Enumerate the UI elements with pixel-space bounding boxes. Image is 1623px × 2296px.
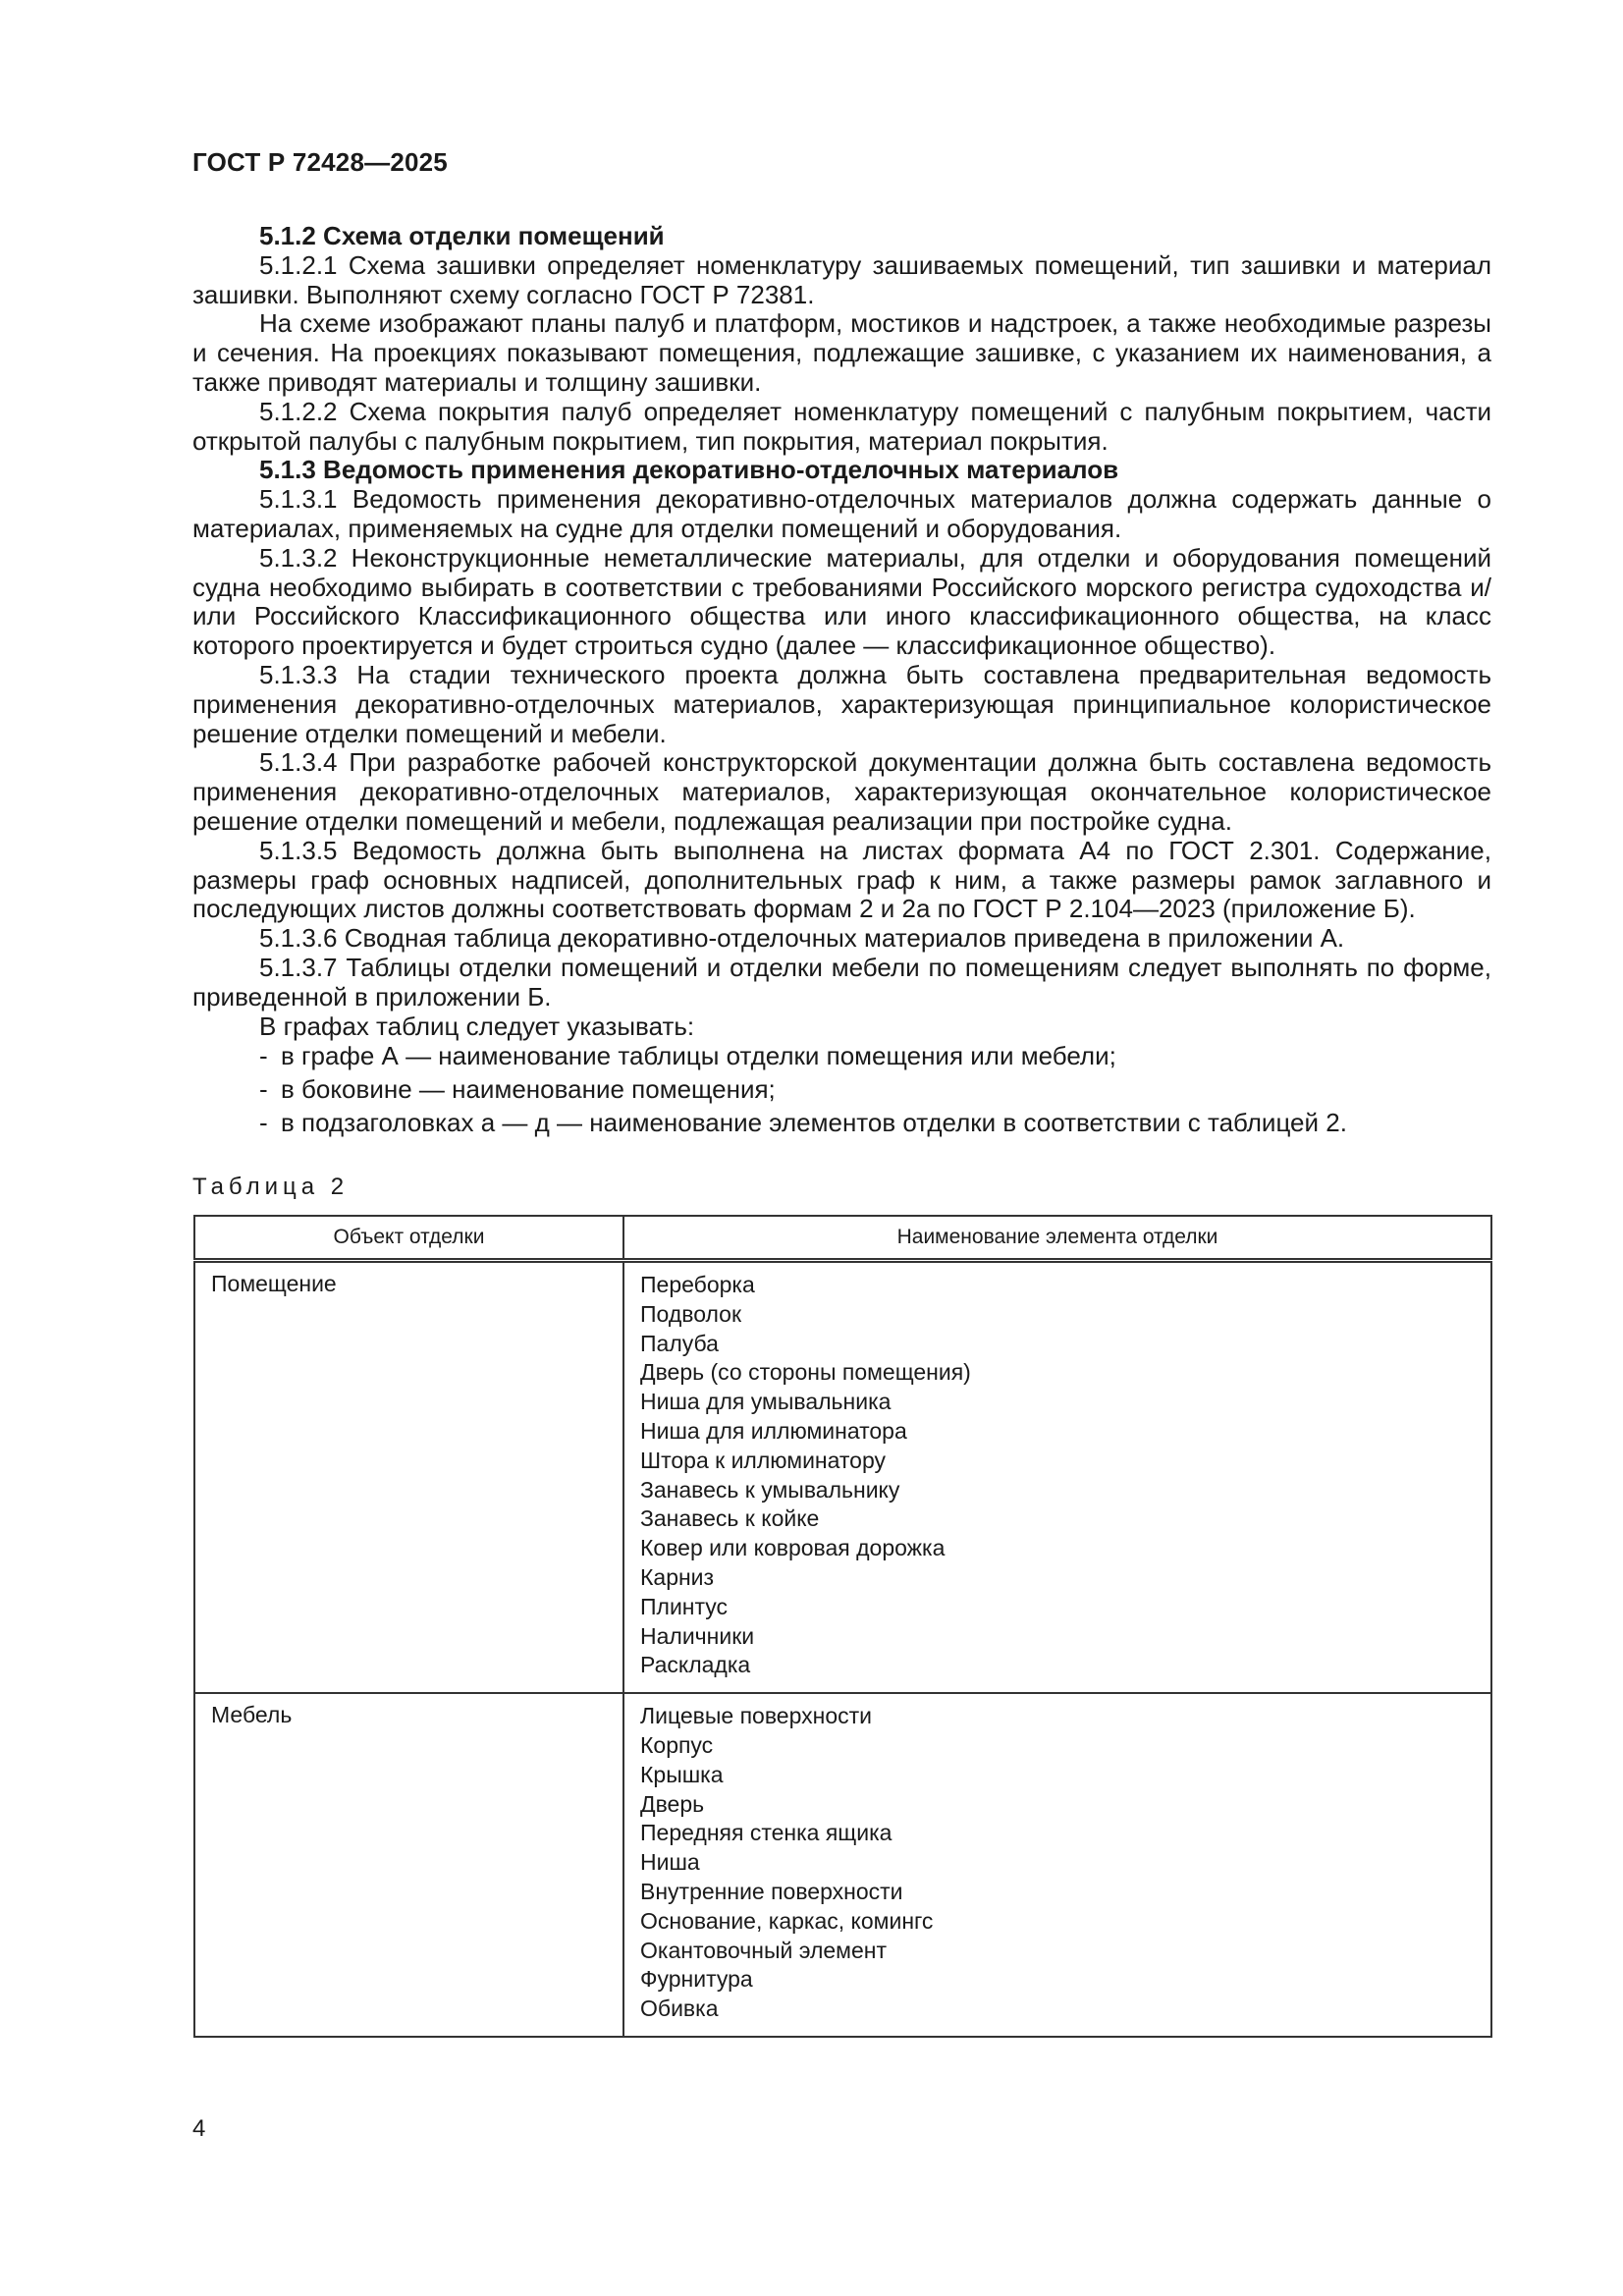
table-header-element: Наименование элемента отделки [623, 1216, 1491, 1261]
element-item: Дверь [640, 1790, 705, 1817]
element-item: Ниша [640, 1849, 700, 1876]
paragraph: 5.1.3.5 Ведомость должна быть выполнена на листах формата А4 по ГОСТ 2.301. Содержание, размеры граф основных надписей, дополнительных граф к ним, а также размеры рамок заглавного и последующих листов должны соответствовать формам 2 и 2а по ГОСТ Р 2.104—2023 (приложение Б). [192, 835, 1491, 924]
list-item-text: в боковине — наименование помещения; [281, 1074, 776, 1105]
table-cell-elements [623, 1261, 1491, 1694]
table-header-object: Объект отделки [194, 1216, 623, 1261]
paragraph: 5.1.3.4 При разработке рабочей конструкторской документации должна быть составлена ведомость применения декоративно-отделочных материалов, характеризующая окончательное колористическое решение отделки помещений и мебели, подлежащая реализации при постройке судна. [192, 747, 1491, 836]
element-item: Ковер или ковровая дорожка [640, 1535, 946, 1561]
element-item: Дверь (со стороны помещения) [640, 1359, 971, 1386]
element-item: Окантовочный элемент [640, 1937, 888, 1963]
table-cell-elements [623, 1693, 1491, 2037]
element-item: Штора к иллюминатору [640, 1447, 887, 1473]
document-id-header: ГОСТ Р 72428—2025 [192, 147, 448, 177]
element-item: Занавесь к койке [640, 1505, 820, 1532]
element-item: Раскладка [640, 1652, 751, 1678]
element-item: Занавесь к умывальнику [640, 1476, 900, 1503]
section-heading: 5.1.2 Схема отделки помещений [259, 221, 665, 250]
element-item: Переборка [640, 1272, 755, 1297]
element-item: Ниша для иллюминатора [640, 1417, 907, 1444]
paragraph: В графах таблиц следует указывать: [259, 1011, 695, 1041]
element-item: Обивка [640, 1995, 719, 2022]
paragraph: 5.1.3.6 Сводная таблица декоративно-отделочных материалов приведена в приложении А. [259, 923, 1345, 954]
element-item: Ниша для умывальника [640, 1389, 892, 1415]
list-item-text: в графе А — наименование таблицы отделки помещения или мебели; [281, 1041, 1116, 1071]
element-item: Лицевые поверхности [640, 1703, 872, 1729]
bullet-marker: - [259, 1108, 268, 1138]
section-heading: 5.1.3 Ведомость применения декоративно-отделочных материалов [259, 455, 1119, 485]
table-caption: Таблица 2 [192, 1174, 350, 1200]
paragraph: 5.1.3.7 Таблицы отделки помещений и отделки мебели по помещениям следует выполнять по форме, приведенной в приложении Б. [192, 952, 1491, 1011]
table-cell-object: Мебель [194, 1693, 623, 2037]
page-number: 4 [192, 2115, 206, 2142]
table-header-row [194, 1216, 1491, 1261]
element-item: Плинтус [640, 1593, 729, 1619]
element-item: Наличники [640, 1622, 755, 1649]
table-row [194, 1693, 1491, 2037]
list-item [259, 1108, 1491, 1138]
element-item: Карниз [640, 1563, 715, 1590]
table-row [194, 1261, 1491, 1694]
paragraph: 5.1.2.1 Схема зашивки определяет номенклатуру зашиваемых помещений, тип зашивки и материал зашивки. Выполняют схему согласно ГОСТ Р 72381. [192, 249, 1491, 309]
element-item: Крышка [640, 1761, 724, 1787]
paragraph: 5.1.3.2 Неконструкционные неметаллические материалы, для отделки и оборудования помещений судна необходимо выбирать в соответствии с требованиями Российского морского регистра судоходства и/или Российского Классификационного общества или иного классификационного общества, на класс которого проектируется и будет строиться судно (далее — классификационное общество). [192, 542, 1491, 661]
bullet-marker: - [259, 1041, 268, 1071]
element-item: Внутренние поверхности [640, 1878, 903, 1904]
table-cell-object: Помещение [194, 1261, 623, 1694]
bullet-list [192, 1041, 1491, 1138]
element-item: Фурнитура [640, 1966, 753, 1993]
list-item [259, 1074, 1491, 1105]
element-item: Корпус [640, 1731, 714, 1758]
element-item: Передняя стенка ящика [640, 1820, 893, 1846]
list-item-text: в подзаголовках а — д — наименование элементов отделки в соответствии с таблицей 2. [281, 1108, 1347, 1138]
element-item: Подволок [640, 1300, 742, 1327]
paragraph: 5.1.2.2 Схема покрытия палуб определяет номенклатуру помещений с палубным покрытием, части открытой палубы с палубным покрытием, тип покрытия, материал покрытия. [192, 396, 1491, 456]
list-item [259, 1041, 1491, 1071]
body-text [192, 222, 1491, 1141]
paragraph: На схеме изображают планы палуб и платформ, мостиков и надстроек, а также необходимые разрезы и сечения. На проекциях показывают помещения, подлежащие зашивке, с указанием их наименования, а также приводят материалы и толщину зашивки. [192, 308, 1491, 397]
finishing-elements-table [193, 1215, 1492, 2038]
bullet-marker: - [259, 1074, 268, 1105]
element-item: Основание, каркас, комингс [640, 1907, 934, 1934]
paragraph: 5.1.3.1 Ведомость применения декоративно-отделочных материалов должна содержать данные о материалах, применяемых на судне для отделки помещений и оборудования. [192, 484, 1491, 543]
element-item: Палуба [640, 1330, 719, 1356]
paragraph: 5.1.3.3 На стадии технического проекта должна быть составлена предварительная ведомость применения декоративно-отделочных материалов, характеризующая принципиальное колористическое решение отделки помещений и мебели. [192, 659, 1491, 748]
